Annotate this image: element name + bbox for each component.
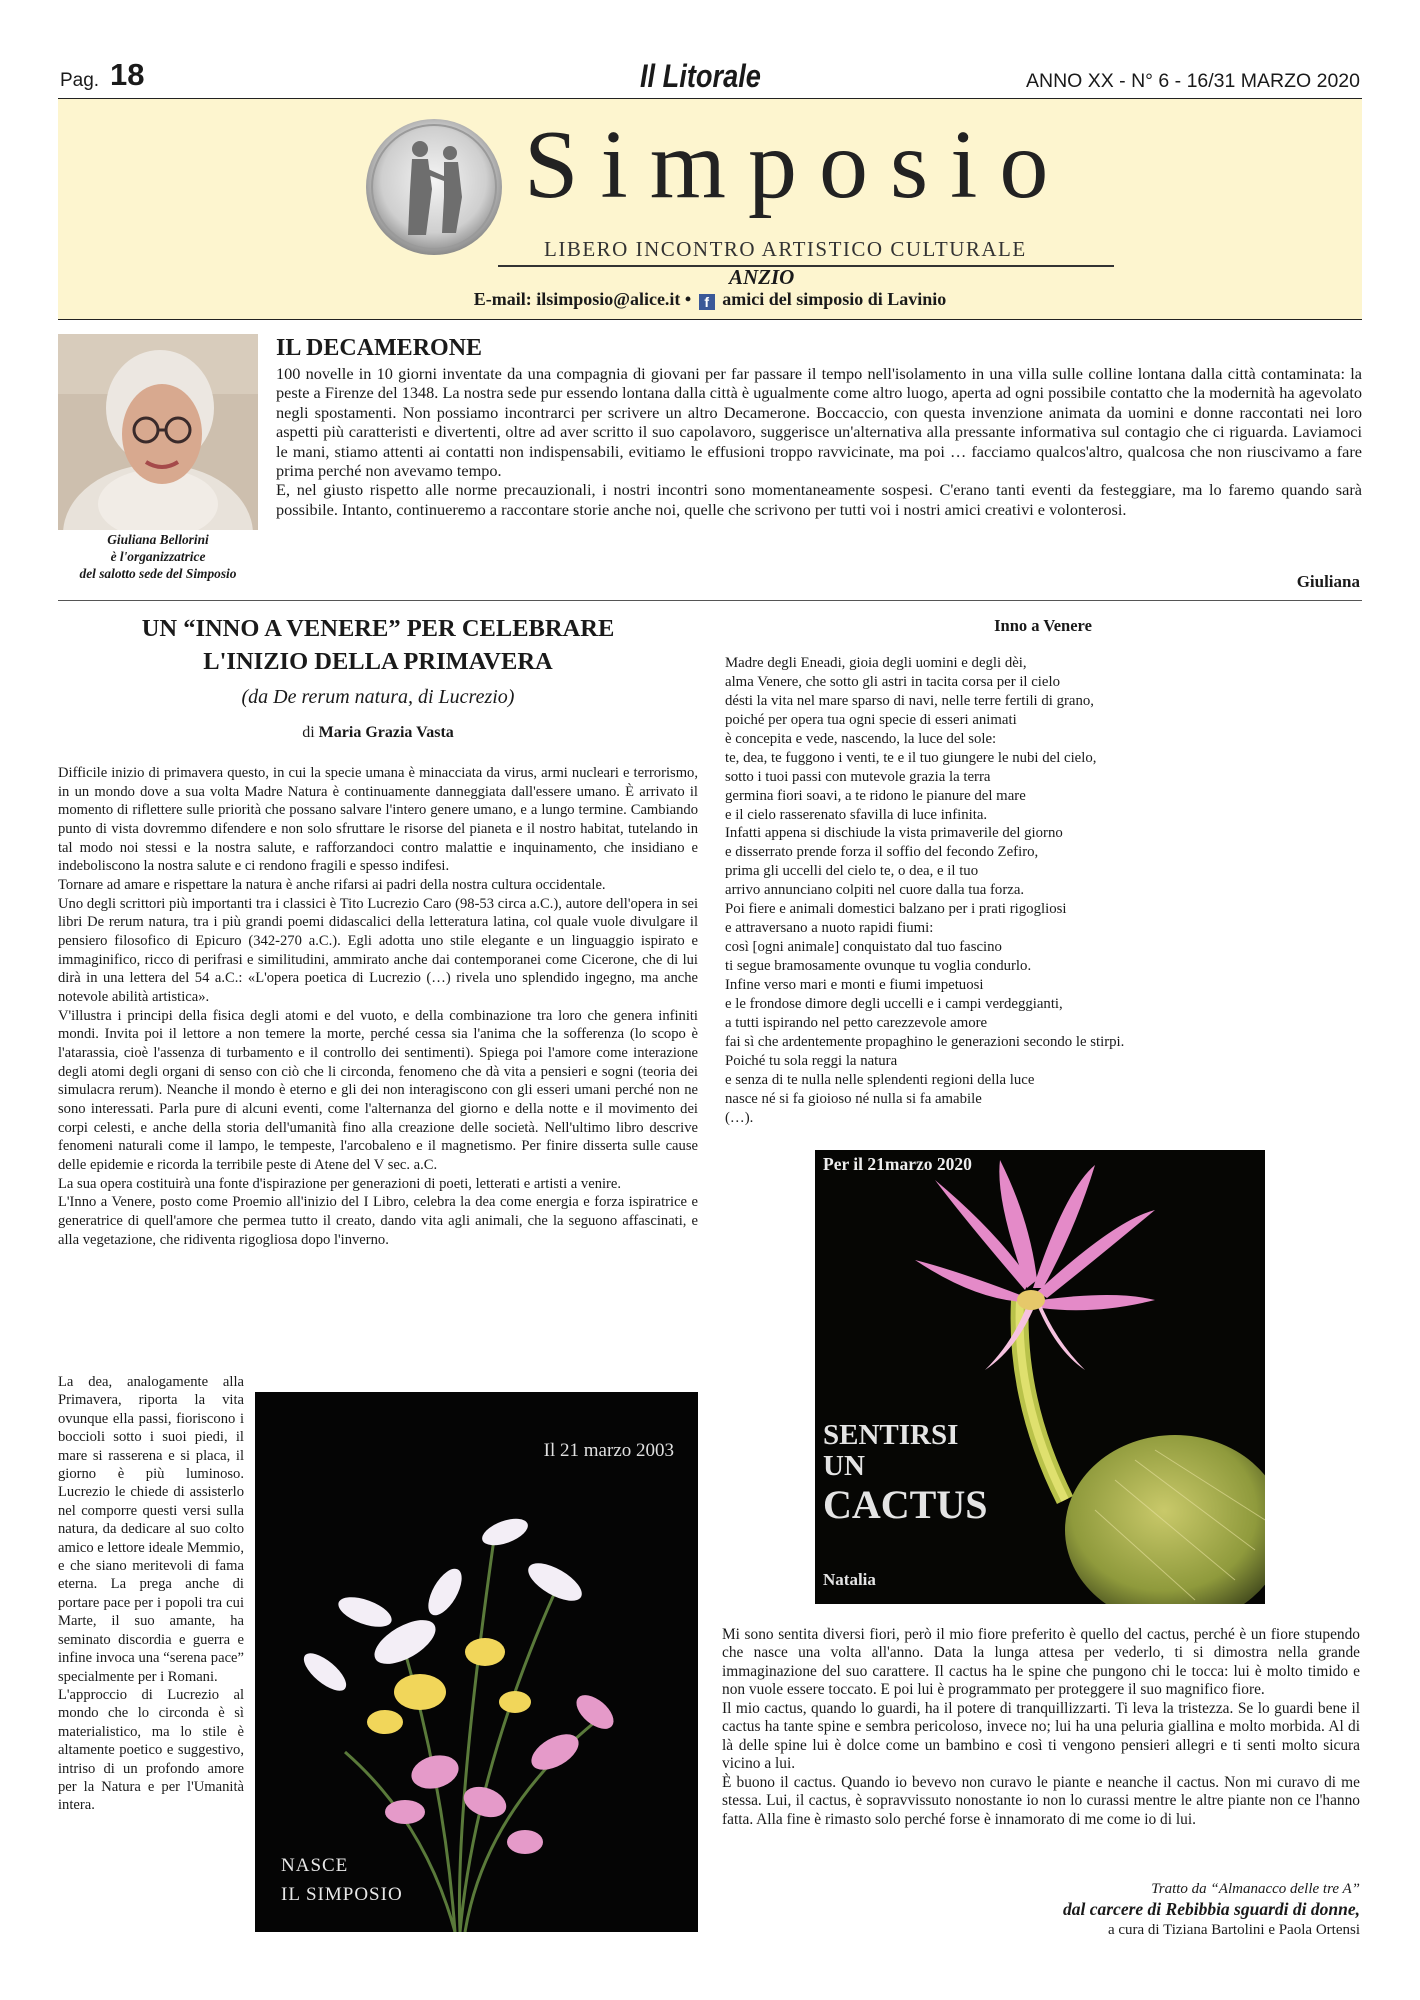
poem-line: ti segue bramosamente ovunque tu voglia condurlo. xyxy=(725,958,1032,974)
facebook-icon: f xyxy=(699,294,715,310)
article-author: Maria Grazia Vasta xyxy=(318,724,454,741)
poem-line: e senza di te nulla nelle splendenti regioni della luce xyxy=(725,1071,1035,1088)
article-body: Difficile inizio di primavera questo, in cui la specie umana è minacciata da virus, armi nucleari e terrorismo, in un mondo dove a sua volta Madre Natura è continuamente danneggiata dall'essere umano. È arrivato il momento di riflettere sulle priorità che possano salvare l'intero genere umano, e a lungo termine. Cambiando punto di vista dovremmo difendere e non solo sfruttare le risorse del pianeta e il nostro habitat, tutelando in tal modo noi stessi e la nostra salute, e rafforzandoci contro malattie e inquinamento, che insidiano e indeboliscono la nostra salute e ci rendono fragili e spesso indifesi. Tornare ad amare e rispettare la natura è anche rifarsi ai padri della nostra cultura occidentale. Uno degli scrittori più importanti tra i classici è Tito Lucrezio Caro (98-53 circa a.C.), autore dell'opera in sei libri De rerum natura, tra i più grandi poemi didascalici della letteratura latina, col quale vuole divulgare il pensiero filosofico di Epicuro (342-270 a.C.). Egli adotta uno stile elegante e un linguaggio ispirato e immaginifico, ricco di perifrasi e similitudini, ammirato anche dai contemporanei come Cicerone, che di lui dirà in una lettera del 54 a.C.: «L'opera poetica di Lucrezio (…) rivela uno splendido ingegno, ma anche notevole abilità artistica». V'illustra i principi della fisica degli atomi e del vuoto, e della combinazione tra loro che genera infiniti mondi. Invita poi il lettore a non temere la morte, perché cessa sia l'anima che la sofferenza (lo scopo è l'atarassia, cioè l'assenza di turbamento e il controllo dei sentimenti). Spiega poi l'amore come interazione degli atomi degli organi di senso con ciò che li circonda, fenomeno che dà vita a pensieri e sogni (teoria dei simulacra rerum). Neanche il mondo è eterno e gli dei non interagiscono con gli esseri umani perché non ne sono interessati. Parla pure di alcuni eventi, come l'alternanza del giorno e della notte e il movimento dei corpi celesti, e anche della storia dell'umanità fino alla creazione delle società. Nell'ultimo libro descrive fenomeni naturali come il lampo, le tempeste, l'arcobaleno e il magnetismo. Per finire disserta sulle cause delle epidemie e ricorda la terribile peste di Atene del V sec. a.C. La sua opera costituirà una fonte d'ispirazione per generazioni di poeti, letterati e artisti a venire. L'Inno a Venere, posto come Proemio all'inizio del I Libro, celebra la dea come energia e forza ispiratrice e generatrice di quell'amore che permea tutto il creato, dando vita agli animali, che la seguono affascinati, e alla vegetazione, che ridiventa rigogliosa dopo l'inverno. xyxy=(58,765,698,1248)
flowers-photo-2003 xyxy=(255,1392,698,1932)
poem-line: è concepita e vede, nascendo, la luce del sole: xyxy=(725,730,997,747)
poem-line: a tutti ispirando nel petto carezzevole amore xyxy=(725,1014,988,1031)
article-wrap-text: La dea, analogamente alla Primavera, riporta la vita ovunque ella passi, fioriscono i boccioli sotto i suoi piedi, il mare si rasserena e si placa, il giorno è più luminoso. Lucrezio le chiede di assisterlo nel comporre questi versi sulla natura, da dedicare al suo colto amico e lettore ideale Memmio, e che siano meritevoli di fama eterna. La prega anche di portare pace per i popoli tra cui Marte, il suo amante, ha seminato discordia e guerra e infine invoca una “serena pace” specialmente per i Romani. L'approccio di Lucrezio al mondo che lo circonda è sì materialistico, ma lo stile è altamente poetico e suggestivo, intriso di un profondo amore per la Natura e per l'Umanità intera. xyxy=(58,1374,244,1814)
decamerone-heading: IL DECAMERONE xyxy=(276,335,483,361)
article-title: UN “INNO A VENERE” PER CELEBRARE L'INIZIO DELLA PRIMAVERA xyxy=(141,615,615,676)
poem-line: te, dea, te fuggono i venti, te e il tuo giungere le nubi del cielo, xyxy=(725,749,1097,766)
poem-line: e disserrato prende forza il soffio del fecondo Zefiro, xyxy=(725,844,1039,861)
portrait-caption: Giuliana Bellorini è l'organizzatrice del salotto sede del Simposio xyxy=(79,532,237,581)
cactus-title: SENTIRSI UN CACTUS xyxy=(823,1419,988,1527)
masthead-city: ANZIO xyxy=(729,265,795,289)
article-subtitle: (da De rerum natura, di Lucrezio) xyxy=(241,686,515,708)
poem-line: e le frondose dimore degli uccelli e i campi verdeggianti, xyxy=(725,995,1063,1012)
poem-line: (…). xyxy=(725,1109,754,1126)
poem-line: e il cielo rasserenato sfavilla di luce infinita. xyxy=(725,806,988,823)
decamerone-text: 100 novelle in 10 giorni inventate da una compagnia di giovani per far passare il tempo nell'isolamento in una villa sulle colline lontana dalla città contaminata: la peste a Firenze del 1348. La nostra sede pur essendo lontana dalla città è ugualmente come altro luogo, aperta ad ogni possibile contatto che la modernità ha agevolato negli spostamenti. Non possiamo incontrarci per scrivere un altro Decamerone. Boccaccio, con questa invenzione animata da uomini e donne raccontati nei loro aspetti più caratteristi e divertenti, oltre ad aver scritto il suo capolavoro, suggerisce un'alternativa alla pressante informativa sul contagio che ci riguarda. Laviamoci le mani, stiamo attenti ai contatti non indispensabili, evitiamo le effusioni troppo ravvicinate, ma poi … facciamo qualcos'altro, qualcosa che non riuscivamo a fare prima perché non avevamo tempo. E, nel giusto rispetto alle norme precauzionali, i nostri incontri sono momentaneamente sospesi. C'erano tanti eventi da festeggiare, ma lo faremo quando sarà possibile. Intanto, continueremo a raccontare storie anche noi, quelle che scrivono per tutti voi i nostri amici creativi e volonterosi. xyxy=(276,364,1362,519)
issue-info: ANNO XX - N° 6 - 16/31 MARZO 2020 xyxy=(1026,70,1360,92)
masthead-subtitle: LIBERO INCONTRO ARTISTICO CULTURALE xyxy=(544,237,1027,261)
page-label: Pag. xyxy=(60,70,100,91)
poem-body xyxy=(725,654,1361,1127)
poem-line: fai sì che ardentemente propaghino le generazioni secondo le stirpi. xyxy=(725,1033,1125,1050)
poem-line: Poi fiere e animali domestici balzano per i prati rigogliosi xyxy=(725,901,1067,918)
poem-line: alma Venere, che sotto gli astri in tacita corsa per il cielo xyxy=(725,673,1060,690)
page-number: 18 xyxy=(110,57,145,92)
decamerone-signature: Giuliana xyxy=(1296,572,1360,591)
poem-line: nasce né si fa gioioso né nulla si fa amabile xyxy=(725,1090,982,1107)
photo-2003-caption: NASCE IL SIMPOSIO xyxy=(281,1855,403,1905)
facebook-page[interactable]: amici del simposio di Lavinio xyxy=(722,289,947,309)
poem-line: prima gli uccelli del cielo te, o dea, e il tuo xyxy=(725,863,979,880)
simposio-logo xyxy=(364,117,504,257)
cactus-photo xyxy=(815,1150,1265,1604)
poem-line: e attraversano a nuoto rapidi fiumi: xyxy=(725,920,934,937)
poem-line: arrivo annunciano colpiti nel cuore dalla tua forza. xyxy=(725,882,1025,899)
portrait-photo xyxy=(58,334,258,530)
page-header xyxy=(60,56,1360,96)
poem-line: Infine verso mari e monti e fiumi impetuosi xyxy=(725,976,984,993)
masthead-rule xyxy=(498,265,1114,267)
poem-line: Madre degli Eneadi, gioia degli uomini e degli dèi, xyxy=(725,655,1027,671)
poem-line: désti la vita nel mare sparso di navi, nelle terre fertili di grano, xyxy=(725,692,1094,709)
poem-line: così [ogni animale] conquistato dal tuo fascino xyxy=(725,939,1002,956)
cactus-author: Natalia xyxy=(823,1570,876,1589)
poem-line: Infatti appena si dischiude la vista primaverile del giorno xyxy=(725,825,1063,842)
masthead-title: Simposio xyxy=(524,111,1071,219)
poem-line: sotto i tuoi passi con mutevole grazia la terra xyxy=(725,768,991,785)
email-address[interactable]: E-mail: ilsimposio@alice.it • xyxy=(473,289,692,309)
contact-line xyxy=(58,289,1362,310)
masthead xyxy=(58,98,1362,320)
section-divider xyxy=(58,600,1362,601)
poem-line: Poiché tu sola reggi la natura xyxy=(725,1052,898,1069)
cactus-photo-label: Per il 21marzo 2020 xyxy=(823,1154,972,1174)
cactus-source: Tratto da “Almanacco delle tre A” dal carcere di Rebibbia sguardi di donne, a cura di Tiziana Bartolini e Paola Ortensi xyxy=(1062,1881,1360,1938)
poem-line: germina fiori soavi, a te ridono le pianure del mare xyxy=(725,787,1026,804)
photo-2003-date: Il 21 marzo 2003 xyxy=(543,1440,674,1461)
article-byline: di Maria Grazia Vasta xyxy=(302,724,454,741)
newspaper-title: Il Litorale xyxy=(640,58,761,94)
cactus-text: Mi sono sentita diversi fiori, però il mio fiore preferito è quello del cactus, perché è un fiore stupendo che nasce una volta all'anno. Data la lunga attesa per vederlo, ti si dimostra nella grande immaginazione del suo carattere. Il cactus ha le spine che pungono chi le tocca: lui è molto timido e non vuole essere toccato. E poi lui è programmato per proteggere il suo magnifico fiore. Il mio cactus, quando lo guardi, ha il potere di tranquillizzarti. Ti leva la tristezza. Se lo guardi bene il cactus ha tante spine e sembra pericoloso, invece no; lui ha una peluria giallina e molto morbida. Al di là delle spine lui è dolce come un bambino e così ti vengono pensieri allegri e ti senti molto sicura vicino a lui. È buono il cactus. Quando io bevevo non curavo le piante e neanche il cactus. Non mi curavo di me stessa. Lui, il cactus, è sopravvissuto nonostante io non lo curassi mentre le altre piante non ce l'hanno fatta. Alla fine è rimasto solo perché forse è innamorato di me come io di lui. xyxy=(722,1626,1360,1828)
poem-title: Inno a Venere xyxy=(994,616,1092,635)
poem-line: poiché per opera tua ogni specie di esseri animati xyxy=(725,711,1017,728)
